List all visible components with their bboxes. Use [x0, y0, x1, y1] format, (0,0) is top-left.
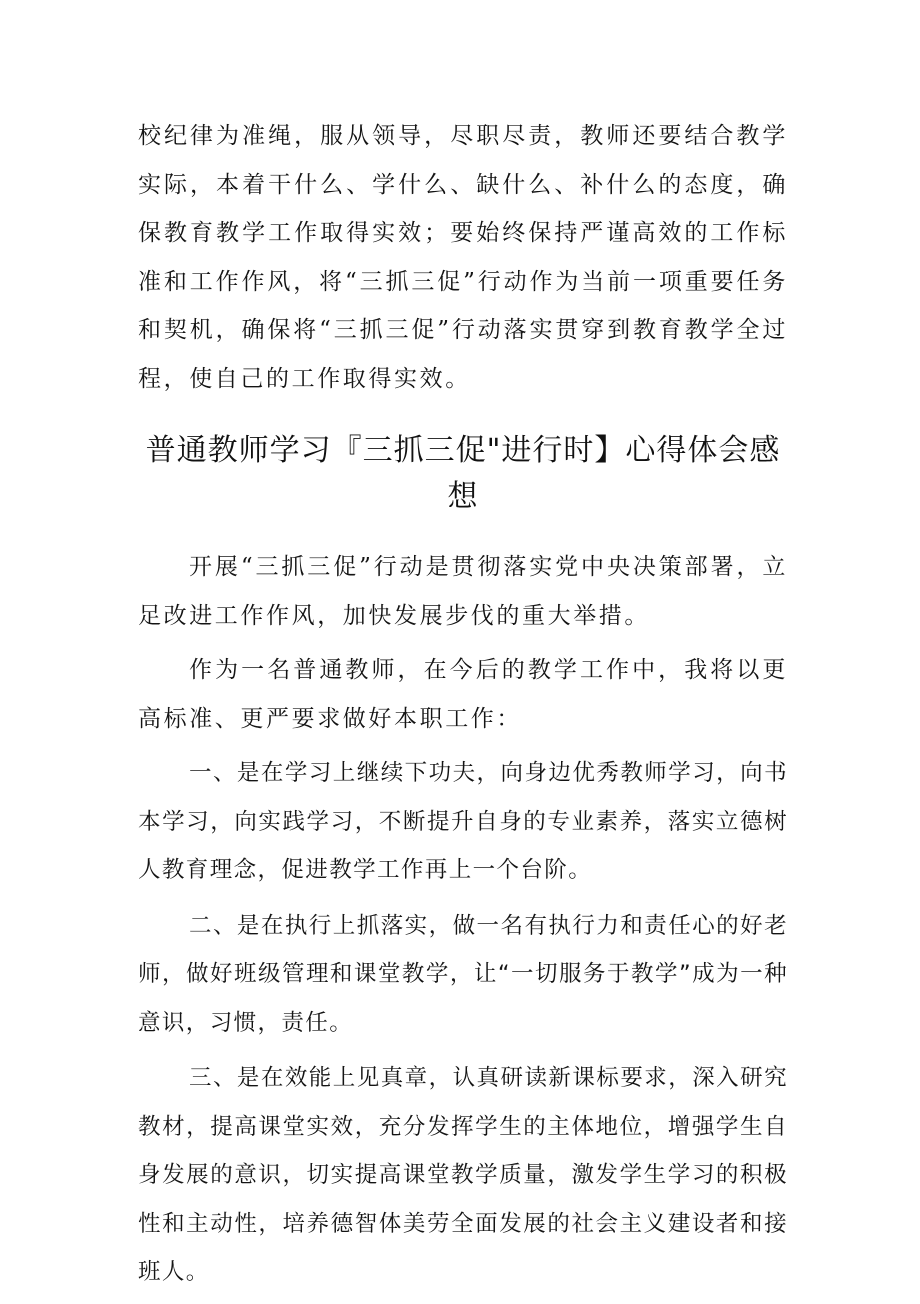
continued-paragraph: 校纪律为准绳，服从领导，尽职尽责，教师还要结合教学实际，本着干什么、学什么、缺什么、补什么的态度，确保教育教学工作取得实效；要始终保持严谨高效的工作标准和工作作风，将“三抓三促”行动作为当前一项重要任务和契机，确保将“三抓三促”行动落实贯穿到教育教学全过程，使自己的工作取得实效。 [138, 123, 788, 392]
intro-paragraph: 开展“三抓三促”行动是贯彻落实党中央决策部署，立足改进工作作风，加快发展步伐的重大举措。 [138, 554, 788, 629]
point-paragraph: 三、是在效能上见真章，认真研读新课标要求，深入研究教材，提高课堂实效，充分发挥学生的主体地位，增强学生自身发展的意识，切实提高课堂教学质量，激发学生学习的积极性和主动性，培养德智体美劳全面发展的社会主义建设者和接班人。 [138, 1065, 788, 1285]
point-paragraph: 二、是在执行上抓落实，做一名有执行力和责任心的好老师，做好班级管理和课堂教学，让“一切服务于教学”成为一种意识，习惯，责任。 [138, 912, 788, 1036]
article-title: 普通教师学习『三抓三促"进行时】心得体会感想 [145, 433, 781, 514]
intro-paragraph: 作为一名普通教师，在今后的教学工作中，我将以更高标准、更严要求做好本职工作： [138, 657, 788, 732]
point-paragraph: 一、是在学习上继续下功夫，向身边优秀教师学习，向书本学习，向实践学习，不断提升自身的专业素养，落实立德树人教育理念，促进教学工作再上一个台阶。 [138, 760, 788, 883]
document-page [138, 112, 788, 1304]
